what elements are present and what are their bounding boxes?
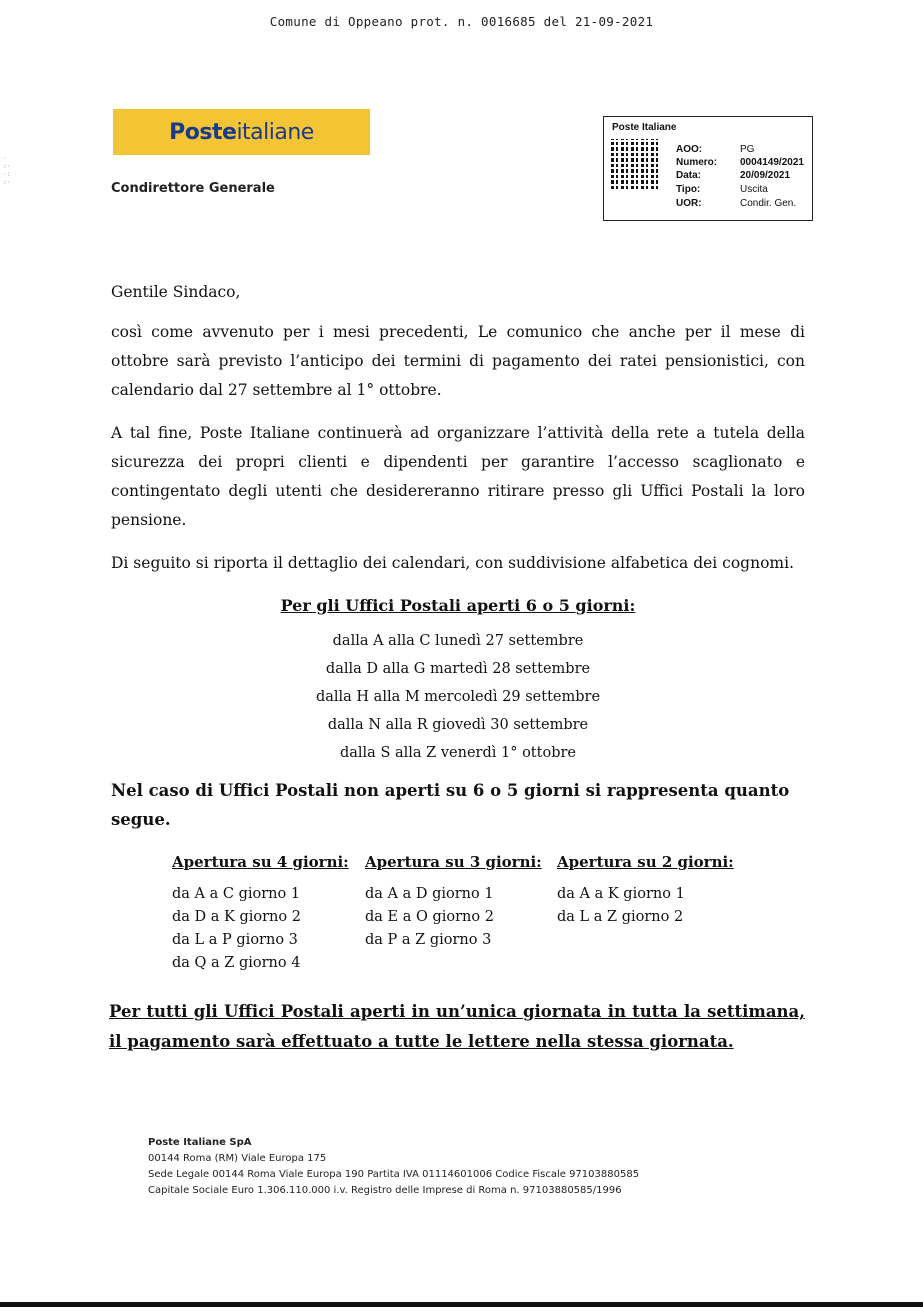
schedule-column-heading: Apertura su 3 giorni: <box>365 853 542 871</box>
calendar-item: dalla S alla Z venerdì 1° ottobre <box>339 745 576 761</box>
calendar-item: dalla H alla M mercoledì 29 settembre <box>315 689 601 705</box>
schedule-item: da Q a Z giorno 4 <box>172 955 301 971</box>
paragraph-4: Nel caso di Uffici Postali non aperti su 6 o 5 giorni si rappresenta quanto segue. <box>111 781 790 829</box>
schedule-item: da D a K giorno 2 <box>172 909 301 925</box>
protocol-row-data <box>676 170 790 181</box>
barcode-icon <box>611 139 661 189</box>
protocol-key: Tipo: <box>676 184 701 195</box>
protocol-box-title: Poste Italiane <box>612 122 677 133</box>
protocol-key: Data: <box>676 170 702 181</box>
paragraph-3: Di seguito si riporta il dettaglio dei calendari, con suddivisione alfabetica dei cognomi. <box>111 554 794 572</box>
protocol-value: 20/09/2021 <box>740 170 791 181</box>
calendar-heading-wrap <box>111 591 805 621</box>
schedule-item: da A a C giorno 1 <box>172 886 301 902</box>
protocol-key: UOR: <box>676 198 702 209</box>
protocol-value: PG <box>740 144 755 155</box>
protocol-row-tipo <box>676 184 768 195</box>
protocol-key: Numero: <box>676 157 718 168</box>
schedule-item: da L a Z giorno 2 <box>557 909 684 925</box>
protocol-box <box>603 116 813 221</box>
schedule-item: da P a Z giorno 3 <box>365 932 492 948</box>
paragraph-2: A tal fine, Poste Italiane continuerà ad organizzare l’attività della rete a tutela della sicurezza dei propri clienti e dipendenti per garantire l’accesso scaglionato e contingentato degli utenti che desidereranno ritirare presso gli Uffici Postali la loro pensione. <box>111 424 805 529</box>
logo-regular-text: italiane <box>236 119 314 145</box>
margin-marks: · :· ·: :· <box>3 155 11 186</box>
protocol-key: AOO: <box>676 144 703 155</box>
protocol-value: Condir. Gen. <box>740 198 797 209</box>
greeting: Gentile Sindaco, <box>111 283 241 301</box>
footer-legal-seat: Sede Legale 00144 Roma Viale Europa 190 Partita IVA 01114601006 Codice Fiscale 97103880585 <box>148 1169 640 1180</box>
schedule-item: da A a D giorno 1 <box>365 886 494 902</box>
footer-address: 00144 Roma (RM) Viale Europa 175 <box>148 1153 327 1164</box>
schedule-item: da L a P giorno 3 <box>172 932 298 948</box>
schedule-item: da E a O giorno 2 <box>365 909 494 925</box>
protocol-stamp-header: Comune di Oppeano prot. n. 0016685 del 21-09-2021 <box>269 14 654 29</box>
footer-company-name: Poste Italiane SpA <box>148 1137 252 1148</box>
protocol-row-numero <box>676 157 804 168</box>
schedule-column-2-days <box>557 851 734 929</box>
schedule-column-heading: Apertura su 4 giorni: <box>172 853 349 871</box>
schedule-item: da A a K giorno 1 <box>557 886 685 902</box>
schedule-column-3-days <box>365 851 542 952</box>
calendar-item: dalla D alla G martedì 28 settembre <box>325 661 591 677</box>
poste-italiane-logo <box>113 109 370 155</box>
schedule-column-4-days <box>172 851 349 975</box>
calendar-item: dalla N alla R giovedì 30 settembre <box>327 717 589 733</box>
calendar-list <box>111 627 805 767</box>
sender-title: Condirettore Generale <box>111 181 275 196</box>
final-statement: Per tutti gli Uffici Postali aperti in un’unica giornata in tutta la settimana, il pagamento sarà effettuato a tutte le lettere nella stessa giornata. <box>109 1002 805 1051</box>
protocol-row-aoo <box>676 144 754 155</box>
calendar-item: dalla A alla C lunedì 27 settembre <box>332 633 584 649</box>
protocol-value: Uscita <box>740 184 768 195</box>
company-footer <box>148 1135 639 1199</box>
scan-edge-bar <box>0 1302 923 1307</box>
footer-capital: Capitale Sociale Euro 1.306.110.000 i.v. Registro delle Imprese di Roma n. 97103880585/1996 <box>148 1185 622 1196</box>
paragraph-1: così come avvenuto per i mesi precedenti, Le comunico che anche per il mese di ottobre sarà previsto l’anticipo dei termini di pagamento dei ratei pensionistici, con calendario dal 27 settembre al 1° ottobre. <box>111 323 805 399</box>
protocol-row-uor <box>676 198 796 209</box>
protocol-value: 0004149/2021 <box>740 157 804 168</box>
schedule-column-heading: Apertura su 2 giorni: <box>557 853 734 871</box>
calendar-heading: Per gli Uffici Postali aperti 6 o 5 giorni: <box>280 596 636 615</box>
logo-bold-text: Poste <box>169 119 237 145</box>
